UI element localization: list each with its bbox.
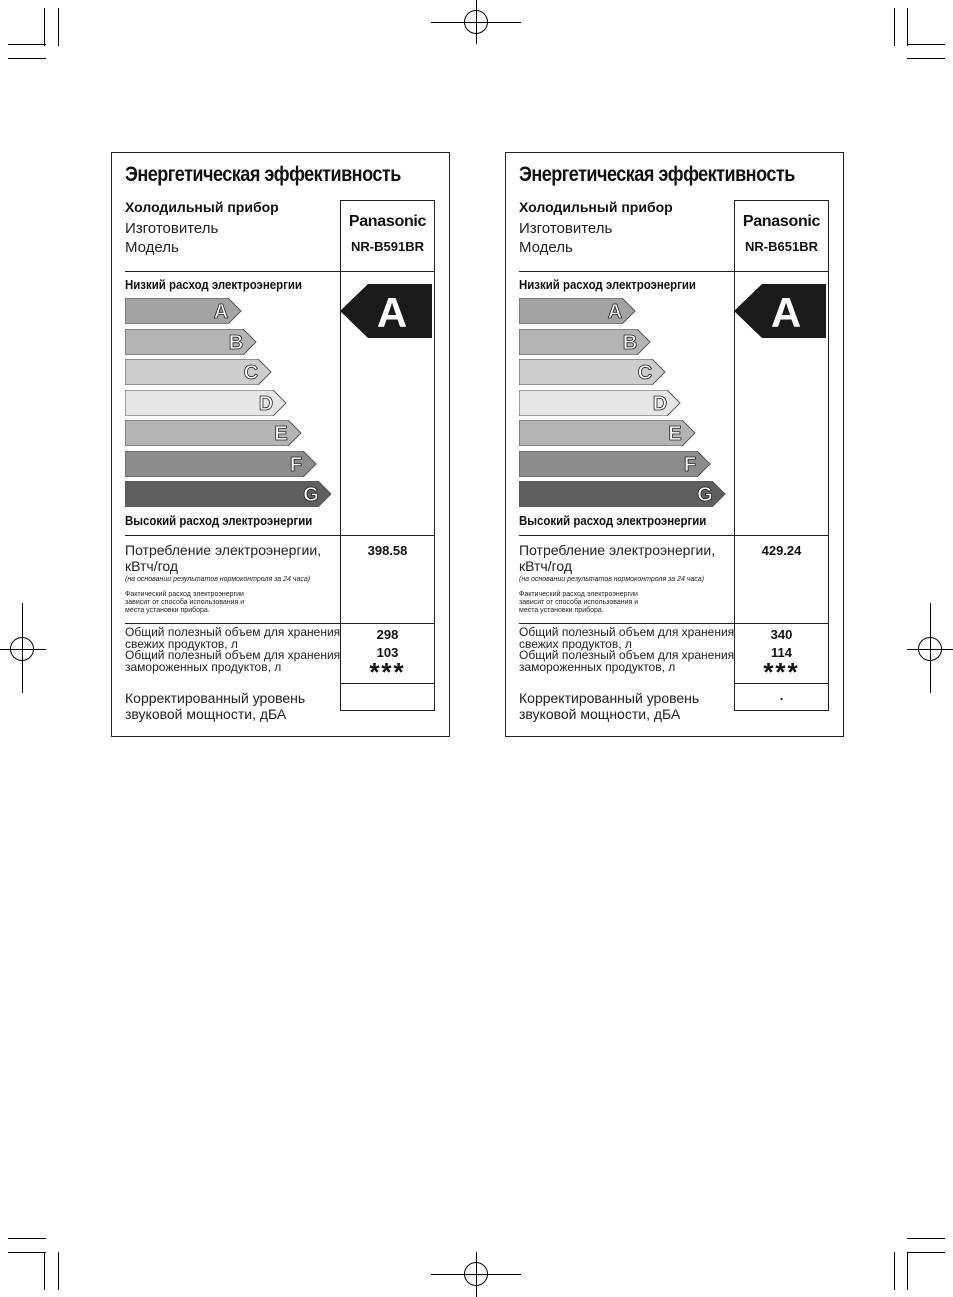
fresh-volume-value: 340 — [770, 627, 793, 642]
freezer-star-rating: *** — [369, 657, 406, 687]
appliance-type: Холодильный прибор — [125, 199, 279, 215]
energy-label-2 — [505, 152, 844, 737]
consumption-box — [734, 535, 829, 623]
crop-mark-tl-h2 — [8, 58, 46, 59]
consumption-box — [340, 535, 435, 623]
actual-consumption-note: Фактический расход электроэнергии зависит от способа использования и места установки прибора. — [519, 591, 639, 614]
volume-box — [734, 623, 829, 687]
energy-class-bar-e — [125, 420, 302, 446]
crop-mark-tl-v2 — [58, 8, 59, 46]
crop-mark-tl-v — [44, 8, 45, 46]
manufacturer-label: Изготовитель — [519, 220, 613, 237]
energy-class-bar-g — [125, 481, 332, 507]
energy-class-bar-d — [125, 390, 287, 416]
crop-mark-tr-v — [907, 8, 908, 46]
noise-label: Корректированный уровень звуковой мощности, дБА — [519, 690, 700, 722]
crop-mark-tr-v2 — [894, 8, 895, 46]
model-number: NR-B591BR — [351, 239, 424, 254]
energy-class-bar-c — [519, 359, 666, 385]
crop-mark-br-h2 — [907, 1252, 945, 1253]
consumption-note: (на основании результатов нормоконтроля за 24 часа) — [125, 576, 311, 583]
energy-class-letter: C — [243, 362, 259, 384]
energy-class-bar-c — [125, 359, 272, 385]
low-consumption-label: Низкий расход электроэнергии — [125, 277, 302, 292]
consumption-label: Потребление электроэнергии, кВтч/год — [519, 542, 716, 574]
model-label: Модель — [125, 239, 179, 256]
energy-class-bar-e — [519, 420, 696, 446]
energy-class-letter: B — [622, 331, 638, 354]
brand-logo: Panasonic — [742, 213, 821, 230]
energy-class-bar-d — [519, 390, 681, 416]
frozen-volume-value: 114 — [771, 645, 792, 660]
crop-mark-bl-v2 — [58, 1252, 59, 1290]
frozen-volume-label: Общий полезный объем для хранения замороженных продуктов, л — [519, 648, 735, 674]
energy-class-letter: C — [637, 362, 653, 384]
energy-class-letter: G — [697, 484, 713, 506]
crop-mark-tl-h — [8, 44, 46, 45]
crop-mark-bl-v — [44, 1252, 45, 1290]
crop-mark-tr-h — [907, 44, 945, 45]
manufacturer-box — [340, 200, 435, 271]
energy-class-letter: E — [668, 423, 682, 445]
crop-mark-tr-h2 — [907, 58, 945, 59]
energy-class-letter: E — [274, 423, 288, 445]
crop-mark-bl-h2 — [8, 1252, 46, 1253]
fresh-volume-label: Общий полезный объем для хранения свежих продуктов, л — [519, 625, 735, 651]
low-consumption-label: Низкий расход электроэнергии — [519, 277, 696, 292]
energy-class-letter: A — [213, 301, 229, 323]
manufacturer-label: Изготовитель — [125, 220, 219, 237]
rating-letter: A — [770, 289, 802, 336]
rating-column — [340, 271, 435, 535]
noise-label: Корректированный уровень звуковой мощности, дБА — [125, 690, 306, 722]
noise-box — [734, 684, 829, 711]
energy-class-bar-f — [519, 451, 711, 477]
energy-class-letter: G — [303, 484, 319, 506]
appliance-type: Холодильный прибор — [519, 199, 673, 215]
brand-logo: Panasonic — [348, 213, 427, 230]
energy-class-letter: D — [258, 392, 274, 415]
rating-letter: A — [376, 289, 408, 336]
frozen-volume-label: Общий полезный объем для хранения замороженных продуктов, л — [125, 648, 341, 674]
volume-box — [340, 623, 435, 687]
fresh-volume-label: Общий полезный объем для хранения свежих продуктов, л — [125, 625, 341, 651]
energy-class-bar-f — [125, 451, 317, 477]
noise-value: . — [779, 688, 784, 703]
noise-box — [340, 684, 435, 711]
energy-class-bar-b — [519, 329, 651, 355]
model-number: NR-B651BR — [745, 239, 818, 254]
energy-class-letter: F — [289, 453, 303, 476]
energy-class-bar-g — [519, 481, 726, 507]
energy-class-letter: A — [607, 301, 623, 323]
crop-mark-br-v — [907, 1252, 908, 1290]
crop-mark-br-v2 — [894, 1252, 895, 1290]
consumption-note: (на основании результатов нормоконтроля за 24 часа) — [519, 576, 705, 583]
energy-class-letter: B — [228, 331, 244, 354]
consumption-value: 398.58 — [367, 543, 408, 558]
manufacturer-box — [734, 200, 829, 271]
energy-class-bar-b — [125, 329, 257, 355]
fresh-volume-value: 298 — [376, 627, 399, 642]
consumption-value: 429.24 — [761, 543, 802, 558]
label-title: Энергетическая эффективность — [519, 163, 795, 186]
consumption-label: Потребление электроэнергии, кВтч/год — [125, 542, 322, 574]
energy-class-letter: D — [652, 392, 668, 415]
label-title: Энергетическая эффективность — [125, 163, 401, 186]
model-label: Модель — [519, 239, 573, 256]
energy-class-bar-a — [125, 298, 242, 324]
energy-class-letter: F — [683, 453, 697, 476]
high-consumption-label: Высокий расход электроэнергии — [519, 513, 707, 528]
freezer-star-rating: *** — [763, 657, 800, 687]
rating-column — [734, 271, 829, 535]
actual-consumption-note: Фактический расход электроэнергии зависит от способа использования и места установки прибора. — [125, 591, 245, 614]
energy-class-bar-a — [519, 298, 636, 324]
high-consumption-label: Высокий расход электроэнергии — [125, 513, 313, 528]
energy-label-1 — [111, 152, 450, 737]
frozen-volume-value: 103 — [376, 645, 399, 660]
crop-mark-br-h — [907, 1238, 945, 1239]
crop-mark-bl-h — [8, 1238, 46, 1239]
